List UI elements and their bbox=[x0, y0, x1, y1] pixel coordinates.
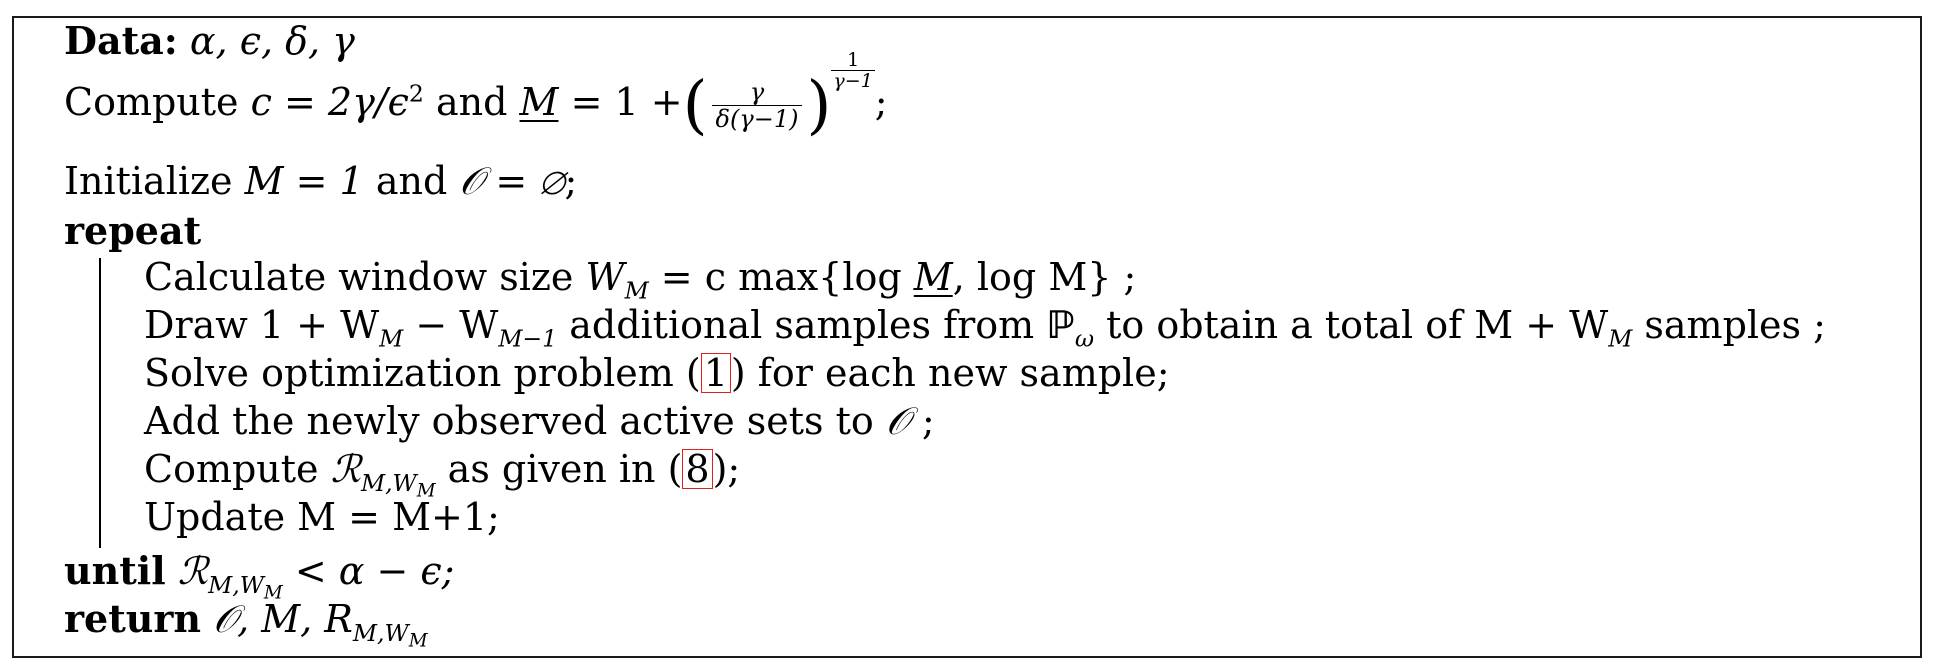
window-max: = c max{log bbox=[648, 255, 914, 299]
exponent-fraction bbox=[831, 50, 874, 91]
c-expression bbox=[251, 80, 424, 124]
computer-mid: as given in ( bbox=[435, 447, 683, 491]
draw-sub3: M bbox=[1608, 324, 1633, 353]
draw-sub1: M bbox=[379, 324, 404, 353]
m-underbar: M bbox=[519, 80, 559, 124]
until-subsub: M bbox=[263, 582, 283, 604]
until-sub bbox=[208, 570, 283, 604]
draw-obtain: to obtain a total of M + W bbox=[1094, 303, 1609, 347]
loop-bar bbox=[99, 258, 101, 548]
eq-ref-1[interactable]: 1 bbox=[701, 353, 731, 393]
and-word: and bbox=[435, 80, 508, 124]
window-rest: , log M} ; bbox=[952, 255, 1137, 299]
init-m: M = 1 bbox=[244, 159, 364, 203]
left-paren: ( bbox=[682, 68, 708, 143]
draw-end: samples ; bbox=[1632, 303, 1826, 347]
initialize-line bbox=[64, 158, 577, 204]
draw-mid: additional samples from bbox=[557, 303, 1047, 347]
return-line bbox=[64, 596, 428, 652]
repeat-keyword: repeat bbox=[64, 208, 202, 253]
exp-denominator: γ−1 bbox=[833, 70, 873, 92]
draw-line bbox=[144, 302, 1826, 353]
solve-pre: Solve optimization problem ( bbox=[144, 351, 701, 395]
window-text: Calculate window size bbox=[144, 255, 574, 299]
r-sub-text: M,W bbox=[360, 468, 417, 497]
add-symbol: 𝒪 bbox=[885, 399, 910, 443]
r-subsub: M bbox=[416, 480, 436, 502]
window-line bbox=[144, 254, 1137, 305]
eq-ref-8[interactable]: 8 bbox=[682, 449, 712, 489]
return-sub bbox=[352, 618, 428, 652]
compute-r-line bbox=[144, 446, 741, 502]
draw-minus: − W bbox=[403, 303, 499, 347]
c-expr: c = 2γ/ϵ bbox=[250, 80, 409, 124]
until-keyword: until bbox=[64, 548, 166, 593]
compute-line bbox=[64, 49, 888, 143]
until-r: ℛ bbox=[177, 549, 209, 593]
return-keyword: return bbox=[64, 596, 202, 641]
data-line bbox=[64, 18, 355, 64]
computer-post: ); bbox=[712, 447, 741, 491]
eq-one-plus: = 1 + bbox=[570, 80, 683, 124]
solve-line bbox=[144, 350, 1170, 396]
init-o: 𝒪 = ∅ bbox=[459, 159, 565, 203]
prob-sub: ω bbox=[1074, 324, 1095, 353]
return-subsub: M bbox=[408, 630, 428, 652]
until-cond: < α − ϵ; bbox=[282, 549, 455, 593]
add-end: ; bbox=[921, 399, 935, 443]
init-prefix: Initialize bbox=[64, 159, 233, 203]
return-vals: 𝒪, M, R bbox=[213, 597, 353, 641]
gamma-fraction bbox=[712, 79, 803, 132]
w-symbol: W bbox=[585, 255, 625, 299]
semicolon: ; bbox=[874, 80, 888, 124]
add-text: Add the newly observed active sets to bbox=[144, 399, 874, 443]
data-params: α, ϵ, δ, γ bbox=[189, 19, 355, 63]
window-expr bbox=[585, 255, 1137, 305]
c-exponent: 2 bbox=[408, 79, 424, 108]
draw-text: Draw 1 + W bbox=[144, 303, 380, 347]
window-mbar: M bbox=[913, 255, 953, 299]
frac-numerator: γ bbox=[712, 79, 803, 106]
until-line bbox=[64, 548, 455, 604]
prob-symbol: ℙ bbox=[1046, 303, 1075, 347]
init-semicolon: ; bbox=[564, 159, 578, 203]
draw-sub2: M−1 bbox=[498, 324, 558, 353]
computer-pre: Compute bbox=[144, 447, 331, 491]
init-and: and bbox=[375, 159, 448, 203]
update-line: Update M = M+1; bbox=[144, 495, 500, 539]
add-line bbox=[144, 398, 935, 444]
r-sub bbox=[360, 468, 436, 502]
data-keyword: Data: bbox=[64, 18, 178, 63]
until-sub-text: M,W bbox=[208, 570, 264, 599]
exp-numerator: 1 bbox=[831, 50, 874, 71]
w-sub: M bbox=[624, 276, 649, 305]
solve-post: ) for each new sample; bbox=[730, 351, 1170, 395]
right-paren: ) bbox=[806, 68, 832, 143]
r-symbol: ℛ bbox=[330, 447, 361, 491]
return-sub-text: M,W bbox=[352, 618, 409, 647]
frac-denominator: δ(γ−1) bbox=[715, 105, 799, 133]
compute-prefix: Compute bbox=[64, 80, 239, 124]
